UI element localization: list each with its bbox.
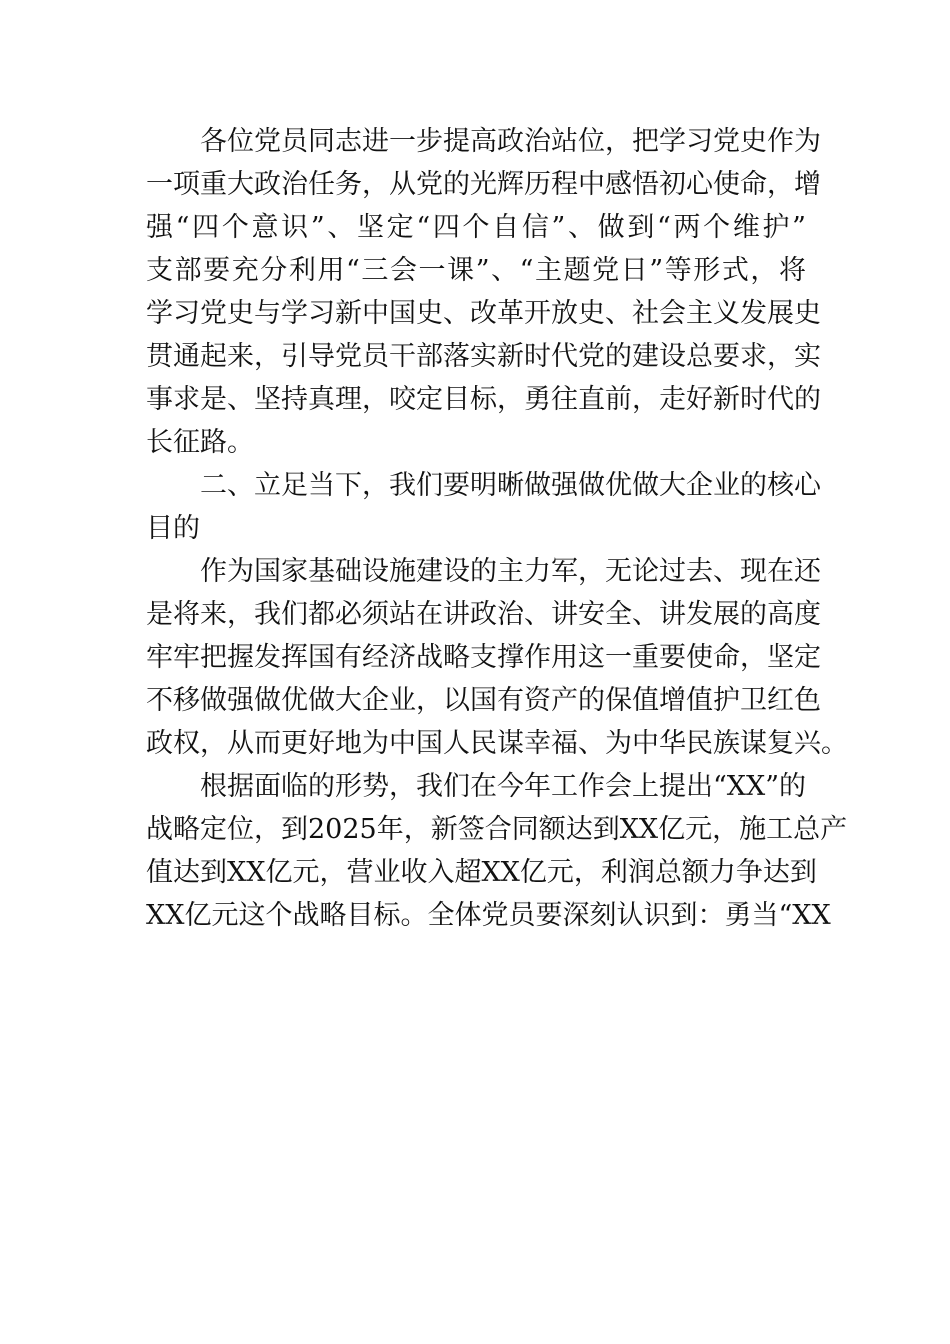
text-line: 值达到XX亿元，营业收入超XX亿元，利润总额力争达到: [146, 857, 817, 888]
text-line: 支部要充分利用“三会一课”、“主题党日”等形式，将: [146, 255, 806, 286]
body-text: [146, 120, 848, 937]
text-line: 战略定位，到2025年，新签合同额达到XX亿元，施工总产: [146, 814, 848, 845]
text-line: 事求是、坚持真理，咬定目标，勇往直前，走好新时代的: [146, 384, 821, 415]
text-line: 强“四个意识”、坚定“四个自信”、做到“两个维护”: [146, 212, 806, 243]
text-line: 根据面临的形势，我们在今年工作会上提出“XX”的: [146, 771, 807, 802]
text-line: 一项重大政治任务，从党的光辉历程中感悟初心使命，增: [146, 169, 821, 200]
text-line: 贯通起来，引导党员干部落实新时代党的建设总要求，实: [146, 341, 821, 372]
text-line: 是将来，我们都必须站在讲政治、讲安全、讲发展的高度: [146, 599, 821, 630]
text-line: XX亿元这个战略目标。全体党员要深刻认识到：勇当“XX: [146, 900, 831, 931]
text-line: 不移做强做优做大企业，以国有资产的保值增值护卫红色: [146, 685, 821, 716]
section-heading-line: 二、立足当下，我们要明晰做强做优做大企业的核心: [146, 470, 821, 501]
text-line: 长征路。: [146, 427, 254, 458]
text-line: 学习党史与学习新中国史、改革开放史、社会主义发展史: [146, 298, 821, 329]
text-line: 牢牢把握发挥国有经济战略支撑作用这一重要使命，坚定: [146, 642, 821, 673]
text-line: 作为国家基础设施建设的主力军，无论过去、现在还: [146, 556, 821, 587]
text-line: 各位党员同志进一步提高政治站位，把学习党史作为: [146, 126, 821, 157]
text-line: 政权，从而更好地为中国人民谋幸福、为中华民族谋复兴。: [146, 728, 848, 759]
section-heading-line: 目的: [146, 513, 200, 544]
